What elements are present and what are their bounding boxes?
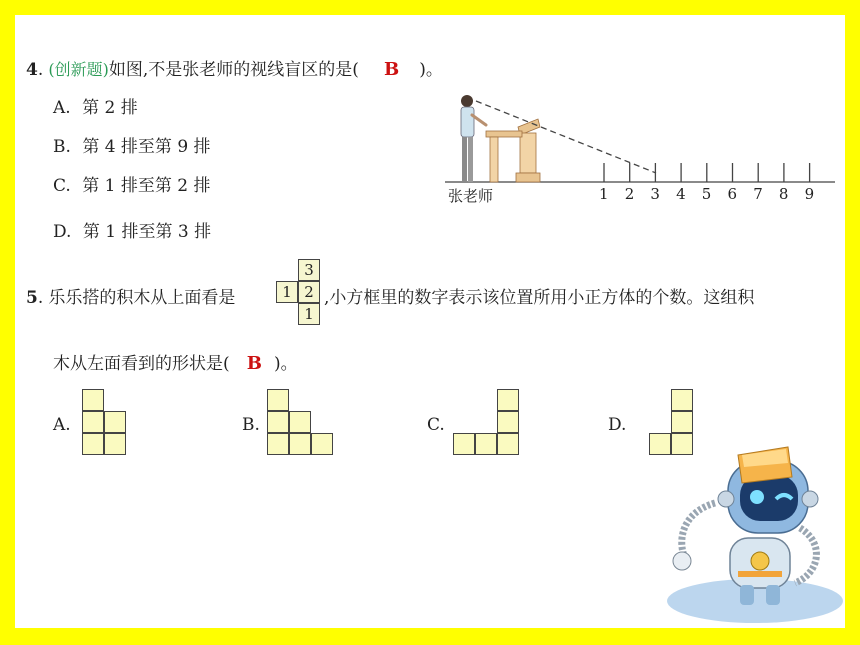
row-posts (604, 163, 810, 182)
row-label-8: 8 (778, 185, 789, 203)
question-number: 4 (26, 60, 38, 80)
option-label: B. (53, 137, 71, 157)
option-b[interactable] (53, 132, 211, 157)
worksheet-page (15, 15, 845, 628)
question-close: )。 (419, 60, 443, 80)
grid-cell-top: 3 (298, 259, 320, 281)
option-text: 第 1 排至第 2 排 (82, 176, 211, 196)
option-d-label[interactable]: D. (608, 415, 627, 435)
option-text: 第 4 排至第 9 排 (82, 137, 211, 157)
question-text: 木从左面看到的形状是( (53, 354, 230, 374)
question-close: )。 (273, 354, 298, 374)
row-label-4: 4 (676, 185, 686, 203)
option-c[interactable] (53, 171, 210, 196)
question-5-line2 (53, 349, 298, 374)
robot-mascot-icon (660, 433, 845, 628)
option-label: C. (53, 176, 71, 196)
option-text: 第 2 排 (82, 98, 138, 118)
option-text: 第 1 排至第 3 排 (82, 222, 212, 242)
question-number: 5 (26, 288, 38, 308)
option-d[interactable] (53, 217, 211, 242)
row-label-3: 3 (650, 185, 660, 203)
grid-cell-mid-right: 2 (298, 281, 320, 303)
row-label-7: 7 (753, 185, 763, 203)
option-label: A. (53, 98, 71, 118)
grid-cell-bottom: 1 (298, 303, 320, 325)
question-text: 如图,不是张老师的视线盲区的是( (108, 60, 359, 80)
row-label-1: 1 (599, 185, 609, 203)
question-text-after: ,小方框里的数字表示该位置所用小正方体的个数。这组积 (324, 288, 755, 308)
row-label-5: 5 (701, 185, 712, 203)
answer-mark: B (246, 353, 262, 374)
question-text-before: 乐乐搭的积木从上面看是 (48, 288, 236, 308)
option-a[interactable] (53, 93, 138, 118)
row-label-2: 2 (624, 185, 635, 203)
question-4-stem (26, 55, 443, 80)
answer-mark: B (383, 59, 400, 80)
lectern-icon (486, 119, 540, 182)
question-dot: . (37, 288, 44, 308)
teacher-figure-icon (461, 95, 486, 182)
grid-cell-mid-left: 1 (276, 281, 298, 303)
row-label-6: 6 (727, 185, 738, 203)
option-a-label[interactable]: A. (53, 415, 71, 435)
option-b-label[interactable]: B. (242, 415, 260, 435)
option-label: D. (53, 222, 72, 242)
option-c-label[interactable]: C. (427, 415, 445, 435)
question-dot: . (37, 60, 44, 80)
question-5-stem (26, 283, 235, 308)
row-label-9: 9 (804, 185, 815, 203)
teacher-label: 张老师 (448, 187, 494, 205)
question-tag: (创新题) (48, 60, 109, 79)
